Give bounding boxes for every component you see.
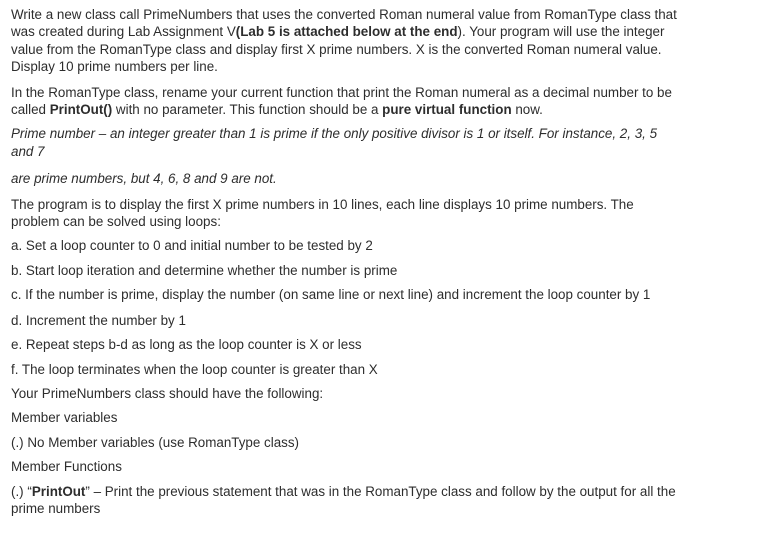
member-variables-item: (.) No Member variables (use RomanType class)	[11, 434, 299, 450]
document-body	[11, 6, 681, 517]
rename-text-end: now.	[511, 102, 543, 118]
lab5-note: (Lab 5 is attached below at the end	[235, 24, 458, 40]
step-a: a. Set a loop counter to 0 and initial number to be tested by 2	[11, 238, 373, 254]
intro-text: Write a new class call PrimeNumbers that uses the converted Roman numeral value from RomanType class that was created during Lab Assignment V	[11, 7, 677, 40]
prime-definition: Prime number – an integer greater than 1 is prime if the only positive divisor is 1 or itself. For instance, 2, 3, 5 and 7	[11, 126, 658, 159]
intro-paragraph	[11, 6, 681, 76]
step-e: e. Repeat steps b-d as long as the loop counter is X or less	[11, 337, 362, 353]
class-requirements-intro: Your PrimeNumbers class should have the following:	[11, 385, 324, 401]
printout-label: PrintOut	[31, 483, 86, 499]
rename-text: In the RomanType class, rename your current function that print the Roman numeral as a decimal number to be called	[11, 84, 672, 118]
step-f: f. The loop terminates when the loop counter is greater than X	[11, 361, 378, 377]
program-description: The program is to display the first X prime numbers in 10 lines, each line displays 10 prime numbers. The problem can be solved using loops:	[11, 196, 634, 230]
rename-paragraph	[11, 84, 681, 119]
intro-text-cont: ). Your program will use the integer value from the RomanType class and display first X prime numbers. X is the converted Roman numeral value. Display 10 prime numbers per line.	[11, 24, 665, 75]
printout-function-name: PrintOut()	[49, 102, 113, 118]
step-d: d. Increment the number by 1	[11, 312, 186, 328]
step-c: c. If the number is prime, display the number (on same line or next line) and increment the loop counter by 1	[11, 287, 651, 303]
step-b: b. Start loop iteration and determine whether the number is prime	[11, 262, 398, 278]
member-variables-heading: Member variables	[11, 410, 118, 426]
prime-definition-cont: are prime numbers, but 4, 6, 8 and 9 are not.	[11, 171, 277, 187]
pure-virtual-label: pure virtual function	[382, 102, 512, 118]
rename-text-cont: with no parameter. This function should be a	[112, 102, 383, 118]
member-functions-heading: Member Functions	[11, 459, 122, 475]
member-functions-item: (.) “PrintOut” – Print the previous statement that was in the RomanType class and follow by the output for all the prime numbers	[11, 483, 676, 516]
